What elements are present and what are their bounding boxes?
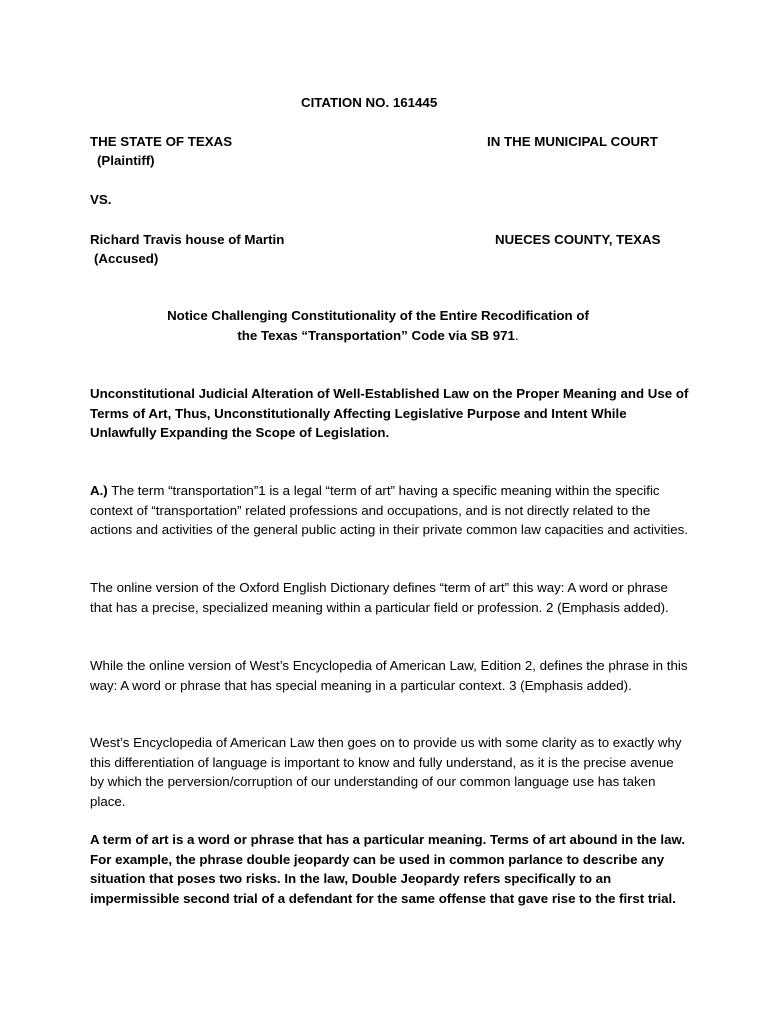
accused-role: (Accused) [94, 251, 159, 266]
notice-title-line-2 [0, 326, 756, 346]
subheading: Unconstitutional Judicial Alteration of Well-Established Law on the Proper Meaning and Use of Terms of Art, Thus, Unconstitutionally Affecting Legislative Purpose and Intent While Unlawfully Expanding the Scope of Legislation. [90, 386, 689, 440]
notice-title-period: . [514, 328, 519, 343]
citation-number: CITATION NO. 161445 [301, 95, 438, 110]
plaintiff-name: THE STATE OF TEXAS [90, 134, 233, 149]
paragraph-a-text: The term “transportation”1 is a legal “term of art” having a specific meaning within the specific context of “transportation” related professions and occupations, and is not directly related to the actions and activities of the general public acting in their private common law capacities and activities. [90, 483, 688, 537]
paragraph-wests-definition: While the online version of West’s Encyclopedia of American Law, Edition 2, defines the phrase in this way: A word or phrase that has special meaning in a particular context. 3 (Emphasis added). [90, 658, 688, 693]
versus-label: VS. [90, 192, 112, 207]
plaintiff-role: (Plaintiff) [97, 153, 155, 168]
notice-title-line-2-text: the Texas “Transportation” Code via SB 971 [237, 328, 515, 343]
county-name: NUECES COUNTY, TEXAS [495, 232, 661, 247]
paragraph-a-label: A.) [90, 483, 108, 498]
notice-title-line-1: Notice Challenging Constitutionality of the Entire Recodification of [167, 308, 589, 323]
accused-name: Richard Travis house of Martin [90, 232, 285, 247]
paragraph-a [90, 481, 690, 540]
paragraph-term-of-art: A term of art is a word or phrase that has a particular meaning. Terms of art abound in the law. For example, the phrase double jeopardy can be used in common parlance to describe any situation that poses two risks. In the law, Double Jeopardy refers specifically to an impermissible second trial of a defendant for the same offense that gave rise to the first trial. [90, 832, 686, 906]
paragraph-wests-clarity: West’s Encyclopedia of American Law then goes on to provide us with some clarity as to exactly why this differentiation of language is important to know and fully understand, as it is the precise avenue by which the perversion/corruption of our understanding of our common language use has taken place. [90, 735, 682, 809]
paragraph-oxford: The online version of the Oxford English Dictionary defines “term of art” this way: A word or phrase that has a precise, specialized meaning within a particular field or profession. 2 (Emphasis added). [90, 580, 669, 615]
court-name: IN THE MUNICIPAL COURT [487, 134, 658, 149]
